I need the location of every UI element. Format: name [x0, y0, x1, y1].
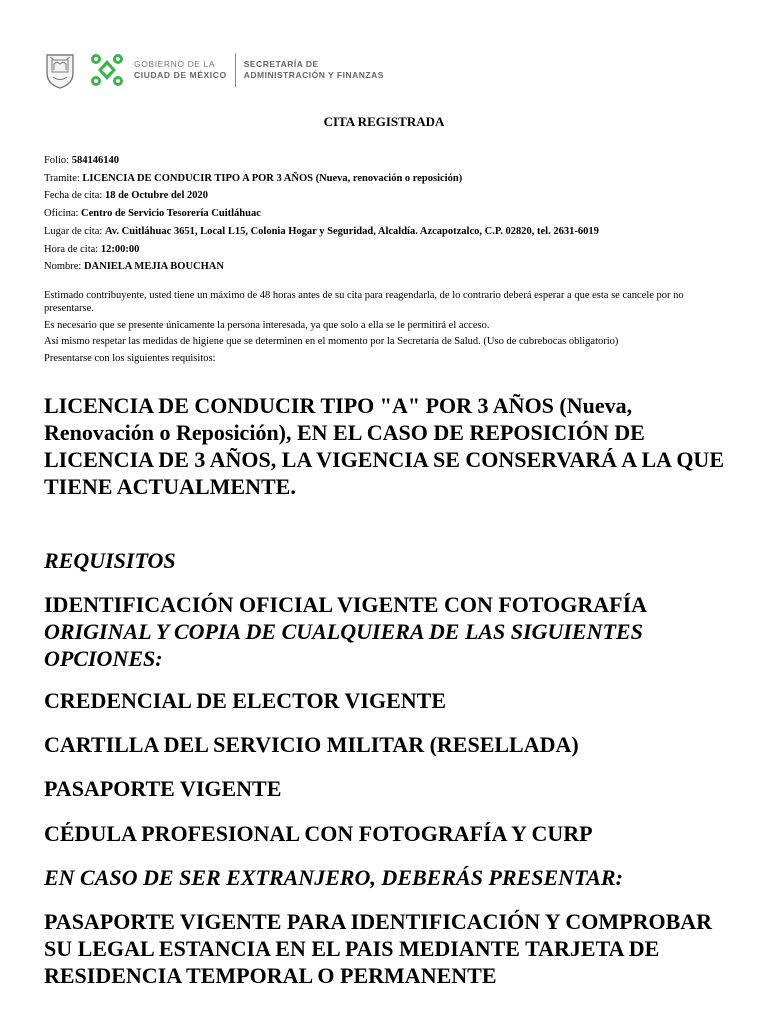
tramite-row — [44, 170, 734, 188]
hora-label: Hora de cita: — [44, 243, 101, 255]
foreigner-requirement: PASAPORTE VIGENTE PARA IDENTIFICACIÓN Y COMPROBAR SU LEGAL ESTANCIA EN EL PAIS MEDIANTE TARJETA DE RESIDENCIA TEMPORAL O PERMANENTE — [44, 909, 713, 988]
folio-value: 584146140 — [71, 155, 119, 166]
fecha-row — [44, 187, 734, 205]
lugar-value: Av. Cuitláhuac 3651, Local L15, Colonia Hogar y Seguridad, Alcaldía. Azcapotzalco, C.P. 02820, tel. 2631-6019 — [104, 225, 599, 237]
nombre-label: Nombre: — [44, 261, 84, 273]
folio-row — [44, 152, 734, 170]
header-divider — [235, 53, 236, 87]
tramite-label: Tramite: — [44, 172, 83, 184]
document-title: CITA REGISTRADA — [323, 114, 445, 129]
nombre-row — [44, 258, 734, 276]
requisitos-label: REQUISITOS — [44, 548, 176, 573]
lugar-label: Lugar de cita: — [44, 225, 105, 237]
government-line-1: GOBIERNO DE LA — [134, 59, 216, 69]
government-line-2: CIUDAD DE MÉXICO — [134, 70, 227, 80]
folio-label: Folio: — [44, 155, 72, 166]
fecha-label: Fecha de cita: — [44, 190, 105, 202]
id-requirement — [44, 591, 734, 672]
secretariat-line-2: ADMINISTRACIÓN Y FINANZAS — [243, 70, 384, 80]
foreigner-label: EN CASO DE SER EXTRANJERO, DEBERÁS PRESENTAR: — [44, 865, 623, 890]
oficina-row — [44, 205, 734, 223]
oficina-label: Oficina: — [44, 208, 82, 220]
nombre-value: DANIELA MEJIA BOUCHAN — [83, 261, 224, 273]
header — [44, 50, 384, 90]
oficina-value: Centro de Servicio Tesorería Cuitláhuac — [81, 208, 261, 220]
notes-block — [44, 289, 734, 368]
note-hygiene: Así mismo respetar las medidas de higiene que se determinen en el momento por la Secretaría de Salud. (Uso de cubrebocas obligatorio) — [44, 336, 619, 347]
secretariat-name — [244, 59, 384, 81]
tramite-value: LICENCIA DE CONDUCIR TIPO A POR 3 AÑOS (Nueva, renovación o reposición) — [82, 172, 463, 184]
appointment-details — [44, 152, 734, 276]
option-professional-id: CÉDULA PROFESIONAL CON FOTOGRAFÍA Y CURP — [44, 821, 593, 846]
note-reschedule: Estimado contribuyente, usted tiene un máximo de 48 horas antes de su cita para reagendarla, de lo contrario deberá esperar a que esta se cancele por no presentarse. — [44, 290, 684, 314]
option-military-card: CARTILLA DEL SERVICIO MILITAR (RESELLADA) — [44, 732, 579, 757]
id-subtitle: ORIGINAL Y COPIA DE CUALQUIERA DE LAS SIGUIENTES OPCIONES: — [44, 619, 643, 671]
fecha-value: 18 de Octubre del 2020 — [104, 190, 208, 202]
lugar-row — [44, 223, 734, 241]
government-name — [134, 59, 227, 81]
cdmx-logo-icon — [88, 51, 126, 89]
secretariat-line-1: SECRETARÍA DE — [243, 59, 319, 69]
option-voter-card: CREDENCIAL DE ELECTOR VIGENTE — [44, 688, 447, 713]
id-title: IDENTIFICACIÓN OFICIAL VIGENTE CON FOTOGRAFÍA — [44, 592, 648, 617]
hora-value: 12:00:00 — [100, 243, 140, 255]
coat-of-arms-icon — [44, 51, 76, 89]
note-attendance: Es necesario que se presente únicamente la persona interesada, ya que solo a ella se le permitirá el acceso. — [44, 319, 490, 331]
option-passport: PASAPORTE VIGENTE — [44, 776, 282, 801]
note-requirements-intro: Presentarse con los siguientes requisitos: — [44, 352, 216, 364]
hora-row — [44, 241, 734, 259]
license-heading: LICENCIA DE CONDUCIR TIPO "A" POR 3 AÑOS (Nueva, Renovación o Reposición), EN EL CASO DE REPOSICIÓN DE LICENCIA DE 3 AÑOS, LA VIGENCIA SE CONSERVARÁ A LA QUE TIENE ACTUALMENTE. — [44, 393, 724, 499]
